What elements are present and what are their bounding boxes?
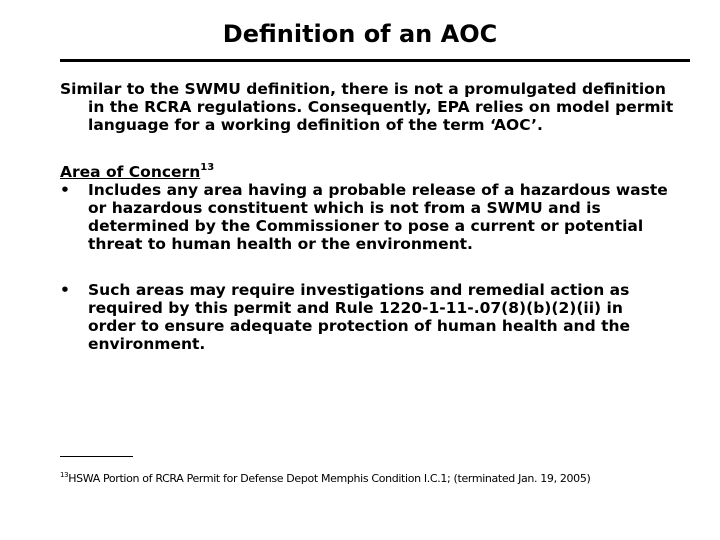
bullet-text: Such areas may require investigations and remedial action as required by this permit and Rule 1220-1-11-.07(8)(b)(2)(ii) in order to ensure adequate protection of human health and the environment. <box>88 281 631 353</box>
footnote <box>60 472 700 486</box>
intro-paragraph: Similar to the SWMU definition, there is not a promulgated definition in the RCRA regulations. Consequently, EPA relies on model permit language for a working definition of the term ‘AOC’. <box>60 80 674 134</box>
page-title: Definition of an AOC <box>222 20 498 48</box>
slide-body <box>60 80 675 353</box>
footnote-number: 13 <box>60 471 69 479</box>
bullet-text: Includes any area having a probable release of a hazardous waste or hazardous constituent which is not from a SWMU and is determined by the Commissioner to pose a current or potential threat to human health or the environment. <box>88 181 668 253</box>
bullet-item <box>60 181 675 253</box>
bullet-item <box>60 281 675 353</box>
bullet-icon: • <box>60 181 70 199</box>
bullet-icon: • <box>60 281 70 299</box>
footnote-text: HSWA Portion of RCRA Permit for Defense Depot Memphis Condition I.C.1; (terminated Jan. 19, 2005) <box>68 472 591 485</box>
footnote-reference: 13 <box>200 162 215 173</box>
section-heading-text: Area of Concern <box>60 163 201 181</box>
section-heading <box>60 163 675 181</box>
title-divider <box>60 59 690 62</box>
footnote-divider <box>60 456 133 457</box>
